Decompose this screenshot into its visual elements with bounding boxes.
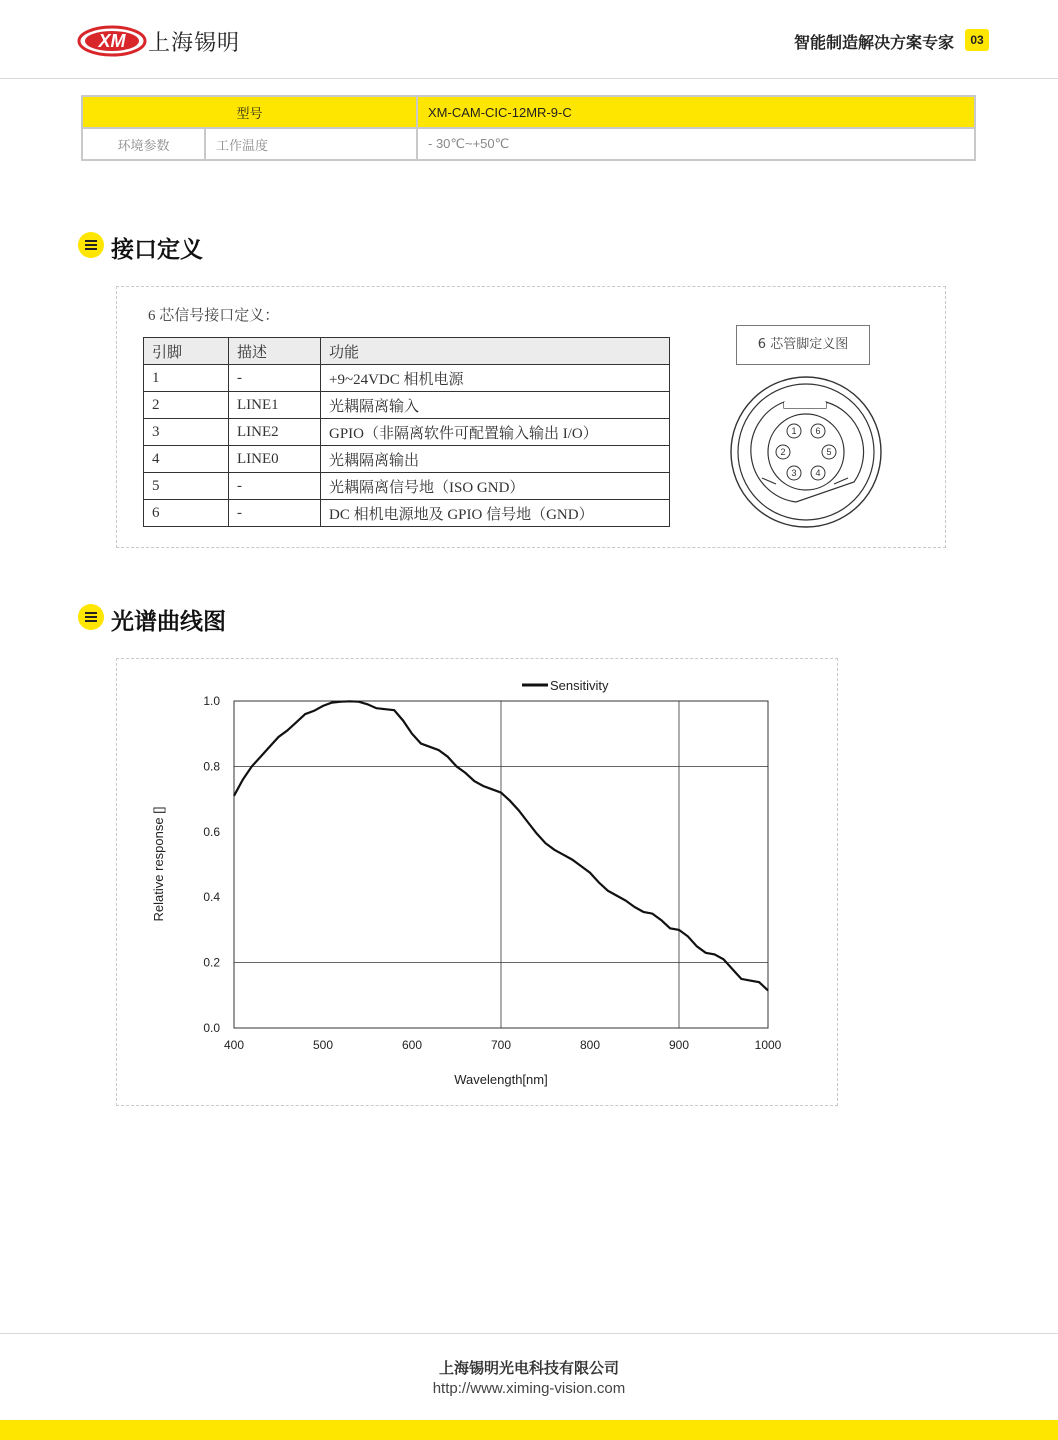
- pin-func: +9~24VDC 相机电源: [321, 365, 670, 392]
- legend-label: Sensitivity: [550, 678, 609, 693]
- pin-func: 光耦隔离输入: [321, 392, 670, 419]
- spec-param: 工作温度: [205, 128, 417, 160]
- model-value: XM-CAM-CIC-12MR-9-C: [417, 96, 975, 128]
- header-divider: [0, 78, 1058, 79]
- x-axis-label: Wavelength[nm]: [454, 1072, 548, 1087]
- connector-pin: [811, 424, 825, 438]
- y-tick-label: 0.4: [203, 890, 220, 905]
- pin-desc: LINE1: [229, 392, 321, 419]
- pin-func: 光耦隔离输出: [321, 446, 670, 473]
- pin-func: DC 相机电源地及 GPIO 信号地（GND）: [321, 500, 670, 527]
- connector-pin: [811, 466, 825, 480]
- page-number-badge: 03: [965, 29, 989, 51]
- table-row: [144, 446, 670, 473]
- connector-pin: [787, 466, 801, 480]
- interface-intro: 6 芯信号接口定义：: [148, 308, 280, 324]
- pin-table-header: [144, 338, 670, 365]
- col-pin: 引脚: [144, 338, 229, 365]
- pin-func: GPIO（非隔离软件可配置输入输出 I/O）: [321, 419, 670, 446]
- pin-desc: -: [229, 500, 321, 527]
- col-desc: 描述: [229, 338, 321, 365]
- spec-row: [82, 128, 975, 160]
- section-title-interface: 接口定义: [111, 237, 203, 263]
- pin-table: [143, 337, 670, 527]
- footer-divider: [0, 1333, 1058, 1334]
- spec-category: 环境参数: [82, 128, 205, 160]
- pin-number: 3: [144, 419, 229, 446]
- pin-number: 5: [144, 473, 229, 500]
- connector-pinout-diagram: [726, 372, 886, 532]
- pin-number: 1: [144, 365, 229, 392]
- x-tick-label: 900: [668, 1038, 690, 1052]
- spec-value: - 30℃~+50℃: [417, 128, 975, 160]
- connector-pin: [822, 445, 836, 459]
- connector-pin: [787, 424, 801, 438]
- table-row: [144, 392, 670, 419]
- spectrum-chart: [116, 658, 836, 1104]
- y-tick-label: 0.2: [203, 955, 220, 970]
- svg-text:5: 5: [826, 447, 832, 457]
- y-tick-label: 1.0: [203, 694, 220, 708]
- y-tick-label: 0.0: [203, 1021, 220, 1035]
- y-tick-label: 0.8: [203, 759, 220, 774]
- x-tick-label: 600: [401, 1038, 423, 1052]
- svg-text:4: 4: [815, 468, 821, 478]
- pin-desc: -: [229, 473, 321, 500]
- table-row: [144, 500, 670, 527]
- x-tick-label: 800: [579, 1038, 601, 1052]
- spec-header-row: [82, 96, 975, 128]
- table-row: [144, 473, 670, 500]
- footer-accent-bar: [0, 1420, 1058, 1440]
- pin-desc: -: [229, 365, 321, 392]
- table-row: [144, 365, 670, 392]
- x-tick-label: 700: [490, 1038, 512, 1052]
- svg-text:6: 6: [815, 426, 821, 436]
- svg-text:1: 1: [791, 426, 797, 436]
- pin-number: 2: [144, 392, 229, 419]
- x-tick-labels: [224, 1038, 782, 1052]
- col-func: 功能: [321, 338, 670, 365]
- footer-website[interactable]: http://www.ximing-vision.com: [432, 1380, 626, 1397]
- pin-number: 4: [144, 446, 229, 473]
- connector-diagram-label: 6 芯管脚定义图: [736, 325, 870, 365]
- svg-text:3: 3: [791, 468, 797, 478]
- section-list-icon: [78, 232, 104, 258]
- section-list-icon: [78, 604, 104, 630]
- y-axis-label: Relative response []: [151, 806, 166, 922]
- pin-func: 光耦隔离信号地（ISO GND）: [321, 473, 670, 500]
- pin-number: 6: [144, 500, 229, 527]
- spec-table: [81, 95, 976, 161]
- pin-desc: LINE0: [229, 446, 321, 473]
- svg-text:2: 2: [780, 447, 786, 457]
- brand-name: 上海锡明: [148, 31, 241, 56]
- pin-desc: LINE2: [229, 419, 321, 446]
- logo-mark: XM: [98, 31, 126, 51]
- y-tick-label: 0.6: [203, 824, 220, 839]
- connector-pin: [776, 445, 790, 459]
- x-tick-label: 400: [223, 1038, 245, 1052]
- x-tick-label: 1000: [754, 1038, 782, 1052]
- section-title-spectrum: 光谱曲线图: [111, 609, 226, 635]
- y-tick-labels: [203, 694, 220, 1035]
- footer-company: 上海锡明光电科技有限公司: [438, 1359, 619, 1377]
- x-tick-label: 500: [312, 1038, 334, 1052]
- table-row: [144, 419, 670, 446]
- model-label: 型号: [82, 96, 417, 128]
- header-slogan: 智能制造解决方案专家: [793, 33, 954, 52]
